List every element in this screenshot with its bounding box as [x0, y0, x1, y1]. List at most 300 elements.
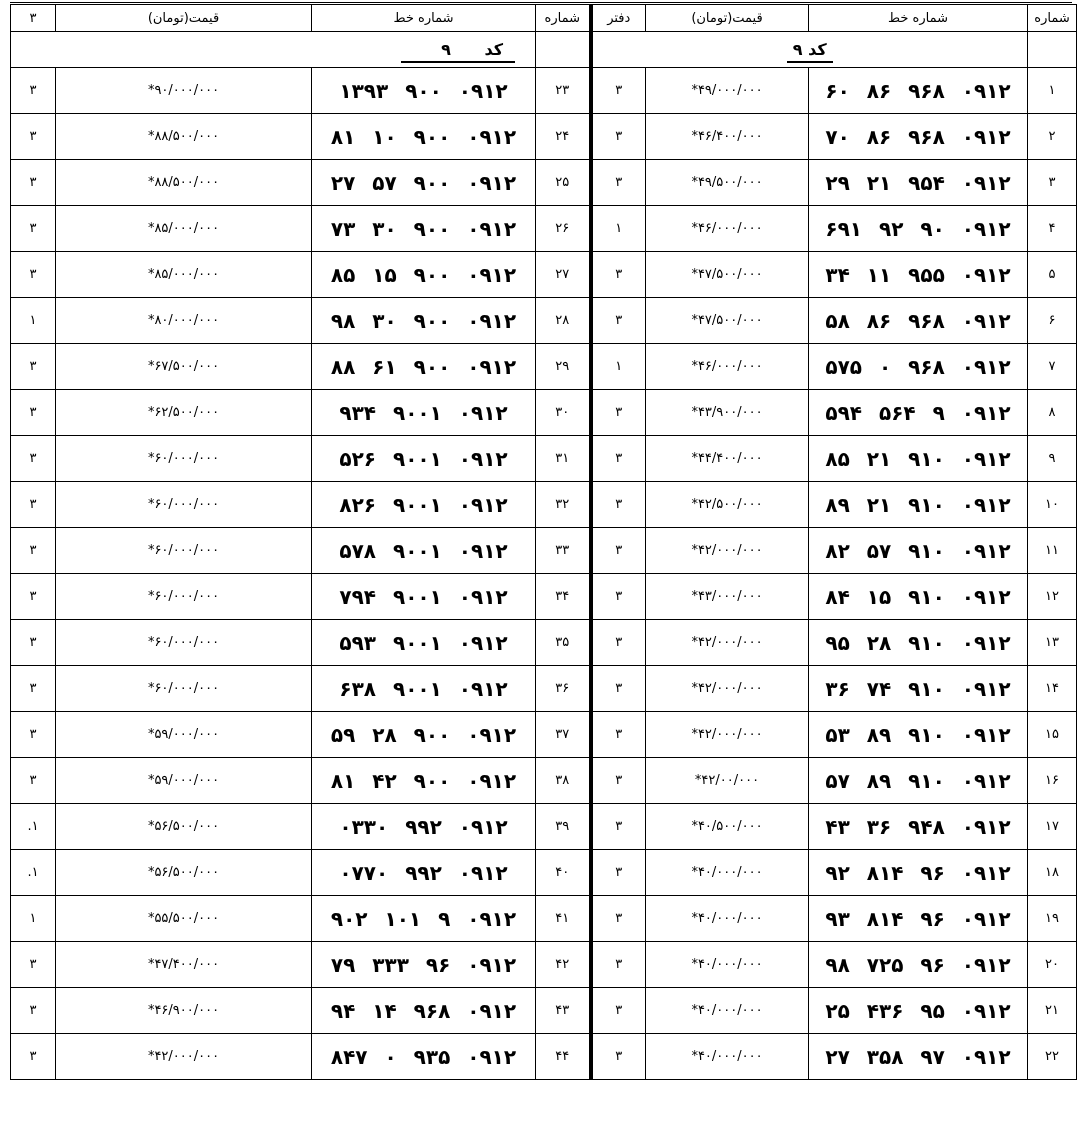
price-cell-text: ۵۶/۵۰۰/۰۰۰* — [147, 819, 220, 834]
line-number-cell — [312, 482, 536, 528]
price-cell-text: ۴۰/۰۰۰/۰۰۰* — [691, 865, 763, 880]
line-number-cell-text: ۰۹۱۲ ۹۰۰۱ ۵۷۸ — [339, 538, 508, 563]
price-cell — [56, 896, 312, 942]
office-cell-text: ۳ — [615, 405, 623, 420]
num-cell — [1028, 712, 1077, 758]
line-number-cell-text: ۰۹۱۲ ۹۱۰ ۲۱ ۸۵ — [825, 446, 1011, 471]
price-cell-text: ۴۷/۵۰۰/۰۰۰* — [691, 267, 763, 282]
price-cell — [56, 942, 312, 988]
office-cell — [591, 390, 646, 436]
code-row — [11, 32, 1077, 68]
line-number-cell — [312, 252, 536, 298]
line-number-cell — [312, 68, 536, 114]
line-number-cell — [809, 666, 1028, 712]
price-cell-text: ۸۵/۰۰۰/۰۰۰* — [147, 221, 220, 236]
price-cell — [646, 528, 809, 574]
num-cell — [1028, 114, 1077, 160]
price-cell — [646, 390, 809, 436]
table-row — [11, 114, 1077, 160]
line-number-cell-text: ۰۹۱۲ ۹۱۰ ۸۹ ۵۳ — [825, 722, 1011, 747]
office-cell — [591, 436, 646, 482]
price-cell-text: ۴۲/۰۰۰/۰۰۰* — [691, 727, 763, 742]
num-cell-text: ۱ — [1048, 83, 1056, 98]
price-cell — [646, 942, 809, 988]
office-cell-text: ۳ — [29, 405, 37, 420]
table-row — [11, 436, 1077, 482]
table-row — [11, 758, 1077, 804]
price-cell-text: ۴۶/۰۰۰/۰۰۰* — [691, 359, 763, 374]
office-cell — [591, 1034, 646, 1080]
line-number-cell — [312, 620, 536, 666]
price-cell — [56, 390, 312, 436]
num-cell-text: ۲۸ — [555, 313, 570, 328]
num-cell — [1028, 482, 1077, 528]
line-number-cell-text: ۰۹۱۲ ۹۰۰ ۴۲ ۸۱ — [330, 768, 517, 793]
num-cell-text: ۲۳ — [555, 83, 570, 98]
num-cell-text: ۲۶ — [555, 221, 570, 236]
num-cell — [536, 528, 591, 574]
line-number-cell-text: ۰۹۱۲ ۹۰۰۱ ۷۹۴ — [339, 584, 508, 609]
office-cell-text: ۱ — [29, 313, 37, 328]
price-cell-text: ۸۰/۰۰۰/۰۰۰* — [147, 313, 220, 328]
table-row — [11, 482, 1077, 528]
num-cell — [536, 114, 591, 160]
price-cell — [646, 758, 809, 804]
line-number-cell — [809, 68, 1028, 114]
num-cell-text: ۶ — [1048, 313, 1056, 328]
line-number-cell-text: ۰۹۱۲ ۹۱۰ ۵۷ ۸۲ — [825, 538, 1011, 563]
office-cell-text: ۳ — [29, 267, 37, 282]
office-cell — [591, 804, 646, 850]
num-cell-text: ۳۶ — [555, 681, 570, 696]
num-cell — [536, 850, 591, 896]
price-cell — [646, 206, 809, 252]
code-cell-right — [591, 32, 1028, 68]
price-cell — [56, 758, 312, 804]
num-cell-text: ۴۲ — [555, 957, 570, 972]
price-cell — [56, 206, 312, 252]
office-cell — [11, 252, 56, 298]
line-number-cell — [809, 1034, 1028, 1080]
line-number-cell — [312, 114, 536, 160]
line-number-cell-text: ۰۹۱۲ ۹۱۰ ۸۹ ۵۷ — [825, 768, 1011, 793]
office-cell — [11, 482, 56, 528]
num-cell — [1028, 988, 1077, 1034]
line-number-cell — [312, 666, 536, 712]
price-cell — [56, 68, 312, 114]
line-number-cell-text: ۰۹۱۲ ۹۰۰ ۱۰ ۸۱ — [330, 124, 517, 149]
office-cell — [11, 344, 56, 390]
office-cell — [11, 942, 56, 988]
price-cell — [56, 666, 312, 712]
price-cell — [56, 482, 312, 528]
line-number-cell — [809, 344, 1028, 390]
price-cell-text: ۴۰/۰۰۰/۰۰۰* — [691, 957, 763, 972]
office-cell — [11, 436, 56, 482]
price-cell — [646, 620, 809, 666]
office-cell — [591, 758, 646, 804]
price-cell — [56, 712, 312, 758]
line-number-cell-text: ۰۹۱۲ ۹۰۰ ۲۸ ۵۹ — [330, 722, 517, 747]
line-number-cell — [312, 1034, 536, 1080]
office-cell — [591, 850, 646, 896]
num-cell-text: ۴۳ — [555, 1003, 570, 1018]
line-number-cell — [312, 344, 536, 390]
line-number-cell-text: ۰۹۱۲ ۹۹۲ ۰۳۳۰ — [339, 814, 508, 839]
line-number-cell — [809, 252, 1028, 298]
office-cell — [591, 942, 646, 988]
office-cell-text: ۳ — [615, 129, 623, 144]
price-cell — [56, 620, 312, 666]
table-row — [11, 252, 1077, 298]
line-number-cell-text: ۰۹۱۲ ۹۱۰ ۷۴ ۳۶ — [825, 676, 1011, 701]
line-number-cell-text: ۰۹۱۲ ۹۰۰۱ ۵۹۳ — [339, 630, 508, 655]
price-cell — [646, 114, 809, 160]
num-cell — [536, 942, 591, 988]
line-number-cell-text: ۰۹۱۲ ۹۰ ۹۲ ۶۹۱ — [825, 216, 1011, 241]
price-cell-text: ۶۰/۰۰۰/۰۰۰* — [147, 497, 220, 512]
office-cell-text: ۳ — [29, 635, 37, 650]
line-number-cell-text: ۰۹۱۲ ۹۶۸ ۰ ۵۷۵ — [825, 354, 1011, 379]
line-number-cell — [809, 160, 1028, 206]
office-cell — [591, 252, 646, 298]
line-number-cell-text: ۰۹۱۲ ۹۴۸ ۳۶ ۴۳ — [825, 814, 1011, 839]
num-cell — [1028, 436, 1077, 482]
line-number-cell-text: ۰۹۱۲ ۹۰۰ ۶۱ ۸۸ — [330, 354, 517, 379]
office-cell — [11, 1034, 56, 1080]
header-office-right: دفتر — [591, 5, 646, 32]
num-cell — [1028, 206, 1077, 252]
num-cell-text: ۳۵ — [555, 635, 570, 650]
table-row — [11, 1034, 1077, 1080]
office-cell — [591, 574, 646, 620]
num-cell-text: ۱۳ — [1045, 635, 1059, 650]
num-cell-text: ۱۰ — [1045, 497, 1059, 512]
office-cell-text: ۳ — [29, 681, 37, 696]
price-cell-text: ۴۲/۰۰/۰۰۰* — [694, 773, 760, 788]
price-cell-text: ۴۳/۰۰۰/۰۰۰* — [691, 589, 763, 604]
line-number-cell-text: ۰۹۱۲ ۹۰۰ ۱۵ ۸۵ — [330, 262, 517, 287]
price-cell-text: ۴۶/۰۰۰/۰۰۰* — [691, 221, 763, 236]
num-cell — [536, 620, 591, 666]
line-number-cell-text: ۰۹۱۲ ۹۵۴ ۲۱ ۲۹ — [825, 170, 1011, 195]
line-number-cell-text: ۰۹۱۲ ۹۰۰ ۵۷ ۲۷ — [330, 170, 517, 195]
line-number-cell-text: ۰۹۱۲ ۹۷ ۳۵۸ ۲۷ — [825, 1044, 1011, 1069]
num-cell-text: ۳۰ — [555, 405, 570, 420]
office-cell-text: ۱. — [27, 865, 39, 880]
num-cell — [1028, 68, 1077, 114]
table-row — [11, 804, 1077, 850]
table-row — [11, 666, 1077, 712]
num-cell — [1028, 620, 1077, 666]
code-label-left: کد ۹ — [401, 40, 515, 63]
line-number-cell — [312, 436, 536, 482]
price-cell — [56, 436, 312, 482]
table-row — [11, 850, 1077, 896]
office-cell-text: ۳ — [615, 313, 623, 328]
table-row — [11, 712, 1077, 758]
num-cell-text: ۲ — [1048, 129, 1056, 144]
office-cell-text: ۳ — [615, 727, 623, 742]
office-cell — [11, 804, 56, 850]
line-number-cell — [809, 114, 1028, 160]
code-label-right: کد ۹ — [787, 40, 833, 63]
top-rule — [10, 2, 1072, 3]
num-cell — [1028, 390, 1077, 436]
line-number-cell-text: ۰۹۱۲ ۹۳۵ ۰ ۸۴۷ — [330, 1044, 517, 1069]
price-cell-text: ۴۰/۰۰۰/۰۰۰* — [691, 1049, 763, 1064]
office-cell — [591, 896, 646, 942]
num-cell-text: ۲۵ — [555, 175, 570, 190]
price-cell-text: ۶۰/۰۰۰/۰۰۰* — [147, 451, 220, 466]
num-cell — [536, 482, 591, 528]
price-cell — [646, 896, 809, 942]
line-number-cell — [809, 804, 1028, 850]
price-table — [10, 4, 1077, 1080]
line-number-cell — [312, 758, 536, 804]
office-cell — [11, 758, 56, 804]
price-cell-text: ۶۰/۰۰۰/۰۰۰* — [147, 635, 220, 650]
office-cell — [591, 344, 646, 390]
price-cell-text: ۴۰/۰۰۰/۰۰۰* — [691, 911, 763, 926]
office-cell — [591, 712, 646, 758]
price-cell-text: ۴۲/۰۰۰/۰۰۰* — [691, 543, 763, 558]
office-cell-text: ۳ — [29, 221, 37, 236]
line-number-cell-text: ۰۹۱۲ ۹۰۰ ۳۰ ۷۳ — [330, 216, 517, 241]
office-cell-text: ۳ — [615, 819, 623, 834]
price-cell-text: ۸۵/۰۰۰/۰۰۰* — [147, 267, 220, 282]
line-number-cell-text: ۰۹۱۲ ۹۱۰ ۲۱ ۸۹ — [825, 492, 1011, 517]
table-row — [11, 620, 1077, 666]
price-cell — [646, 252, 809, 298]
line-number-cell-text: ۰۹۱۲ ۹۱۰ ۲۸ ۹۵ — [825, 630, 1011, 655]
price-cell — [646, 804, 809, 850]
line-number-cell-text: ۰۹۱۲ ۹۶ ۸۱۴ ۹۲ — [825, 860, 1011, 885]
line-number-cell — [312, 942, 536, 988]
price-cell-text: ۴۶/۹۰۰/۰۰۰* — [147, 1003, 220, 1018]
office-cell-text: ۳ — [29, 451, 37, 466]
office-cell-text: ۳ — [615, 451, 623, 466]
num-cell-text: ۱۸ — [1045, 865, 1059, 880]
table-row — [11, 390, 1077, 436]
header-num-left: شماره — [536, 5, 591, 32]
office-cell-text: ۳ — [29, 83, 37, 98]
price-cell-text: ۶۰/۰۰۰/۰۰۰* — [147, 543, 220, 558]
office-cell — [11, 160, 56, 206]
line-number-cell — [809, 850, 1028, 896]
price-cell-text: ۶۷/۵۰۰/۰۰۰* — [147, 359, 220, 374]
line-number-cell — [312, 850, 536, 896]
num-cell — [1028, 758, 1077, 804]
line-number-cell — [312, 298, 536, 344]
line-number-cell — [809, 528, 1028, 574]
office-cell-text: ۳ — [615, 911, 623, 926]
line-number-cell-text: ۰۹۱۲ ۹۶۸ ۱۴ ۹۴ — [330, 998, 517, 1023]
price-cell-text: ۸۸/۵۰۰/۰۰۰* — [147, 129, 220, 144]
office-cell-text: ۳ — [29, 359, 37, 374]
line-number-cell — [809, 482, 1028, 528]
num-cell — [1028, 896, 1077, 942]
num-cell-text: ۲۲ — [1045, 1049, 1059, 1064]
price-cell-text: ۴۰/۵۰۰/۰۰۰* — [691, 819, 763, 834]
price-cell — [646, 344, 809, 390]
office-cell-text: ۳ — [29, 497, 37, 512]
num-cell — [1028, 804, 1077, 850]
office-cell-text: ۳ — [615, 681, 623, 696]
price-cell-text: ۵۹/۰۰۰/۰۰۰* — [147, 773, 220, 788]
office-cell-text: ۳ — [29, 957, 37, 972]
line-number-cell-text: ۰۹۱۲ ۹۰۰۱ ۵۲۶ — [339, 446, 508, 471]
office-cell-text: ۱ — [615, 359, 623, 374]
num-cell — [536, 574, 591, 620]
office-cell — [591, 528, 646, 574]
header-num-right: شماره — [1028, 5, 1077, 32]
line-number-cell-text: ۰۹۱۲ ۹۹۲ ۰۷۷۰ — [339, 860, 508, 885]
office-cell-text: ۳ — [29, 727, 37, 742]
office-cell-text: ۳ — [29, 589, 37, 604]
line-number-cell — [809, 620, 1028, 666]
num-cell-text: ۴۰ — [555, 865, 570, 880]
num-cell-text: ۳۲ — [555, 497, 570, 512]
num-cell — [1028, 528, 1077, 574]
price-cell — [56, 574, 312, 620]
num-cell-text: ۲۱ — [1045, 1003, 1059, 1018]
office-cell — [591, 988, 646, 1034]
office-cell — [591, 68, 646, 114]
price-cell-text: ۵۶/۵۰۰/۰۰۰* — [147, 865, 220, 880]
office-cell-text: ۳ — [615, 497, 623, 512]
office-cell-text: ۳ — [29, 129, 37, 144]
line-number-cell-text: ۰۹۱۲ ۹۶ ۸۱۴ ۹۳ — [825, 906, 1011, 931]
header-row — [11, 5, 1077, 32]
table-row — [11, 298, 1077, 344]
office-cell-text: ۳ — [615, 865, 623, 880]
num-cell-text: ۴ — [1048, 221, 1056, 236]
office-cell-text: ۳ — [615, 1049, 623, 1064]
line-number-cell-text: ۰۹۱۲ ۹۵۵ ۱۱ ۳۴ — [825, 262, 1011, 287]
price-cell — [56, 114, 312, 160]
num-cell-text: ۱۴ — [1045, 681, 1059, 696]
table-row — [11, 68, 1077, 114]
line-number-cell-text: ۰۹۱۲ ۹۶۸ ۸۶ ۶۰ — [825, 78, 1011, 103]
num-cell-text: ۳ — [1048, 175, 1056, 190]
price-cell-text: ۴۳/۹۰۰/۰۰۰* — [691, 405, 763, 420]
num-cell — [1028, 298, 1077, 344]
num-cell — [536, 206, 591, 252]
line-number-cell — [809, 436, 1028, 482]
header-line-right: شماره خط — [809, 5, 1028, 32]
num-cell — [536, 712, 591, 758]
office-cell — [11, 298, 56, 344]
table-row — [11, 896, 1077, 942]
price-cell — [646, 850, 809, 896]
line-number-cell — [312, 712, 536, 758]
price-cell-text: ۴۲/۵۰۰/۰۰۰* — [691, 497, 763, 512]
table-row — [11, 988, 1077, 1034]
line-number-cell-text: ۰۹۱۲ ۹ ۵۶۴ ۵۹۴ — [825, 400, 1011, 425]
price-cell-text: ۴۶/۴۰۰/۰۰۰* — [691, 129, 763, 144]
office-cell-text: ۳ — [615, 635, 623, 650]
office-cell — [11, 896, 56, 942]
line-number-cell-text: ۰۹۱۲ ۹۰۰ ۳۰ ۹۸ — [330, 308, 517, 333]
line-number-cell — [312, 574, 536, 620]
line-number-cell-text: ۰۹۱۲ ۹۶ ۳۳۳ ۷۹ — [330, 952, 517, 977]
price-cell — [646, 482, 809, 528]
num-cell-text: ۳۴ — [555, 589, 570, 604]
num-cell-text: ۵ — [1048, 267, 1056, 282]
price-cell-text: ۹۰/۰۰۰/۰۰۰* — [147, 83, 220, 98]
num-cell-text: ۴۱ — [555, 911, 570, 926]
office-cell — [11, 666, 56, 712]
num-cell — [1028, 160, 1077, 206]
office-cell-text: ۳ — [615, 83, 623, 98]
num-cell-text: ۱۹ — [1045, 911, 1059, 926]
line-number-cell-text: ۰۹۱۲ ۹۰۰۱ ۹۳۴ — [339, 400, 508, 425]
office-cell — [11, 988, 56, 1034]
office-cell — [11, 68, 56, 114]
num-cell — [1028, 344, 1077, 390]
office-cell — [591, 298, 646, 344]
office-cell-text: ۱ — [29, 911, 37, 926]
price-cell — [646, 298, 809, 344]
line-number-cell — [312, 390, 536, 436]
price-cell — [56, 298, 312, 344]
office-cell-text: ۳ — [615, 267, 623, 282]
price-cell — [56, 344, 312, 390]
price-cell — [56, 988, 312, 1034]
num-cell-text: ۳۸ — [555, 773, 570, 788]
line-number-cell — [312, 160, 536, 206]
num-cell — [536, 988, 591, 1034]
line-number-cell-text: ۰۹۱۲ ۹۶۸ ۸۶ ۵۸ — [825, 308, 1011, 333]
line-number-cell-text: ۰۹۱۲ ۹۱۰ ۱۵ ۸۴ — [825, 584, 1011, 609]
price-cell — [56, 1034, 312, 1080]
office-cell — [11, 620, 56, 666]
table-row — [11, 528, 1077, 574]
price-cell-text: ۶۰/۰۰۰/۰۰۰* — [147, 589, 220, 604]
line-number-cell — [312, 804, 536, 850]
num-cell — [1028, 252, 1077, 298]
office-cell — [11, 574, 56, 620]
price-cell — [56, 252, 312, 298]
line-number-cell — [809, 942, 1028, 988]
office-cell-text: ۳ — [29, 1003, 37, 1018]
price-cell — [646, 574, 809, 620]
table-row — [11, 942, 1077, 988]
line-number-cell-text: ۰۹۱۲ ۹۰۰۱ ۶۳۸ — [339, 676, 508, 701]
num-cell-text: ۲۹ — [555, 359, 570, 374]
price-cell — [646, 988, 809, 1034]
line-number-cell-text: ۰۹۱۲ ۹۵ ۴۳۶ ۲۵ — [825, 998, 1011, 1023]
office-cell — [11, 206, 56, 252]
office-cell — [591, 482, 646, 528]
price-cell — [56, 160, 312, 206]
num-cell — [536, 160, 591, 206]
num-cell — [536, 298, 591, 344]
num-cell-text: ۳۳ — [555, 543, 570, 558]
table-body — [11, 32, 1077, 1080]
price-cell-text: ۵۹/۰۰۰/۰۰۰* — [147, 727, 220, 742]
num-cell-text: ۳۹ — [555, 819, 570, 834]
price-cell-text: ۴۹/۰۰۰/۰۰۰* — [691, 83, 763, 98]
price-cell-text: ۶۲/۵۰۰/۰۰۰* — [147, 405, 220, 420]
code-row-num-right — [1028, 32, 1077, 68]
num-cell-text: ۲۴ — [555, 129, 570, 144]
num-cell — [536, 436, 591, 482]
line-number-cell — [312, 988, 536, 1034]
office-cell-text: ۳ — [29, 543, 37, 558]
header-price-right: قیمت(تومان) — [646, 5, 809, 32]
